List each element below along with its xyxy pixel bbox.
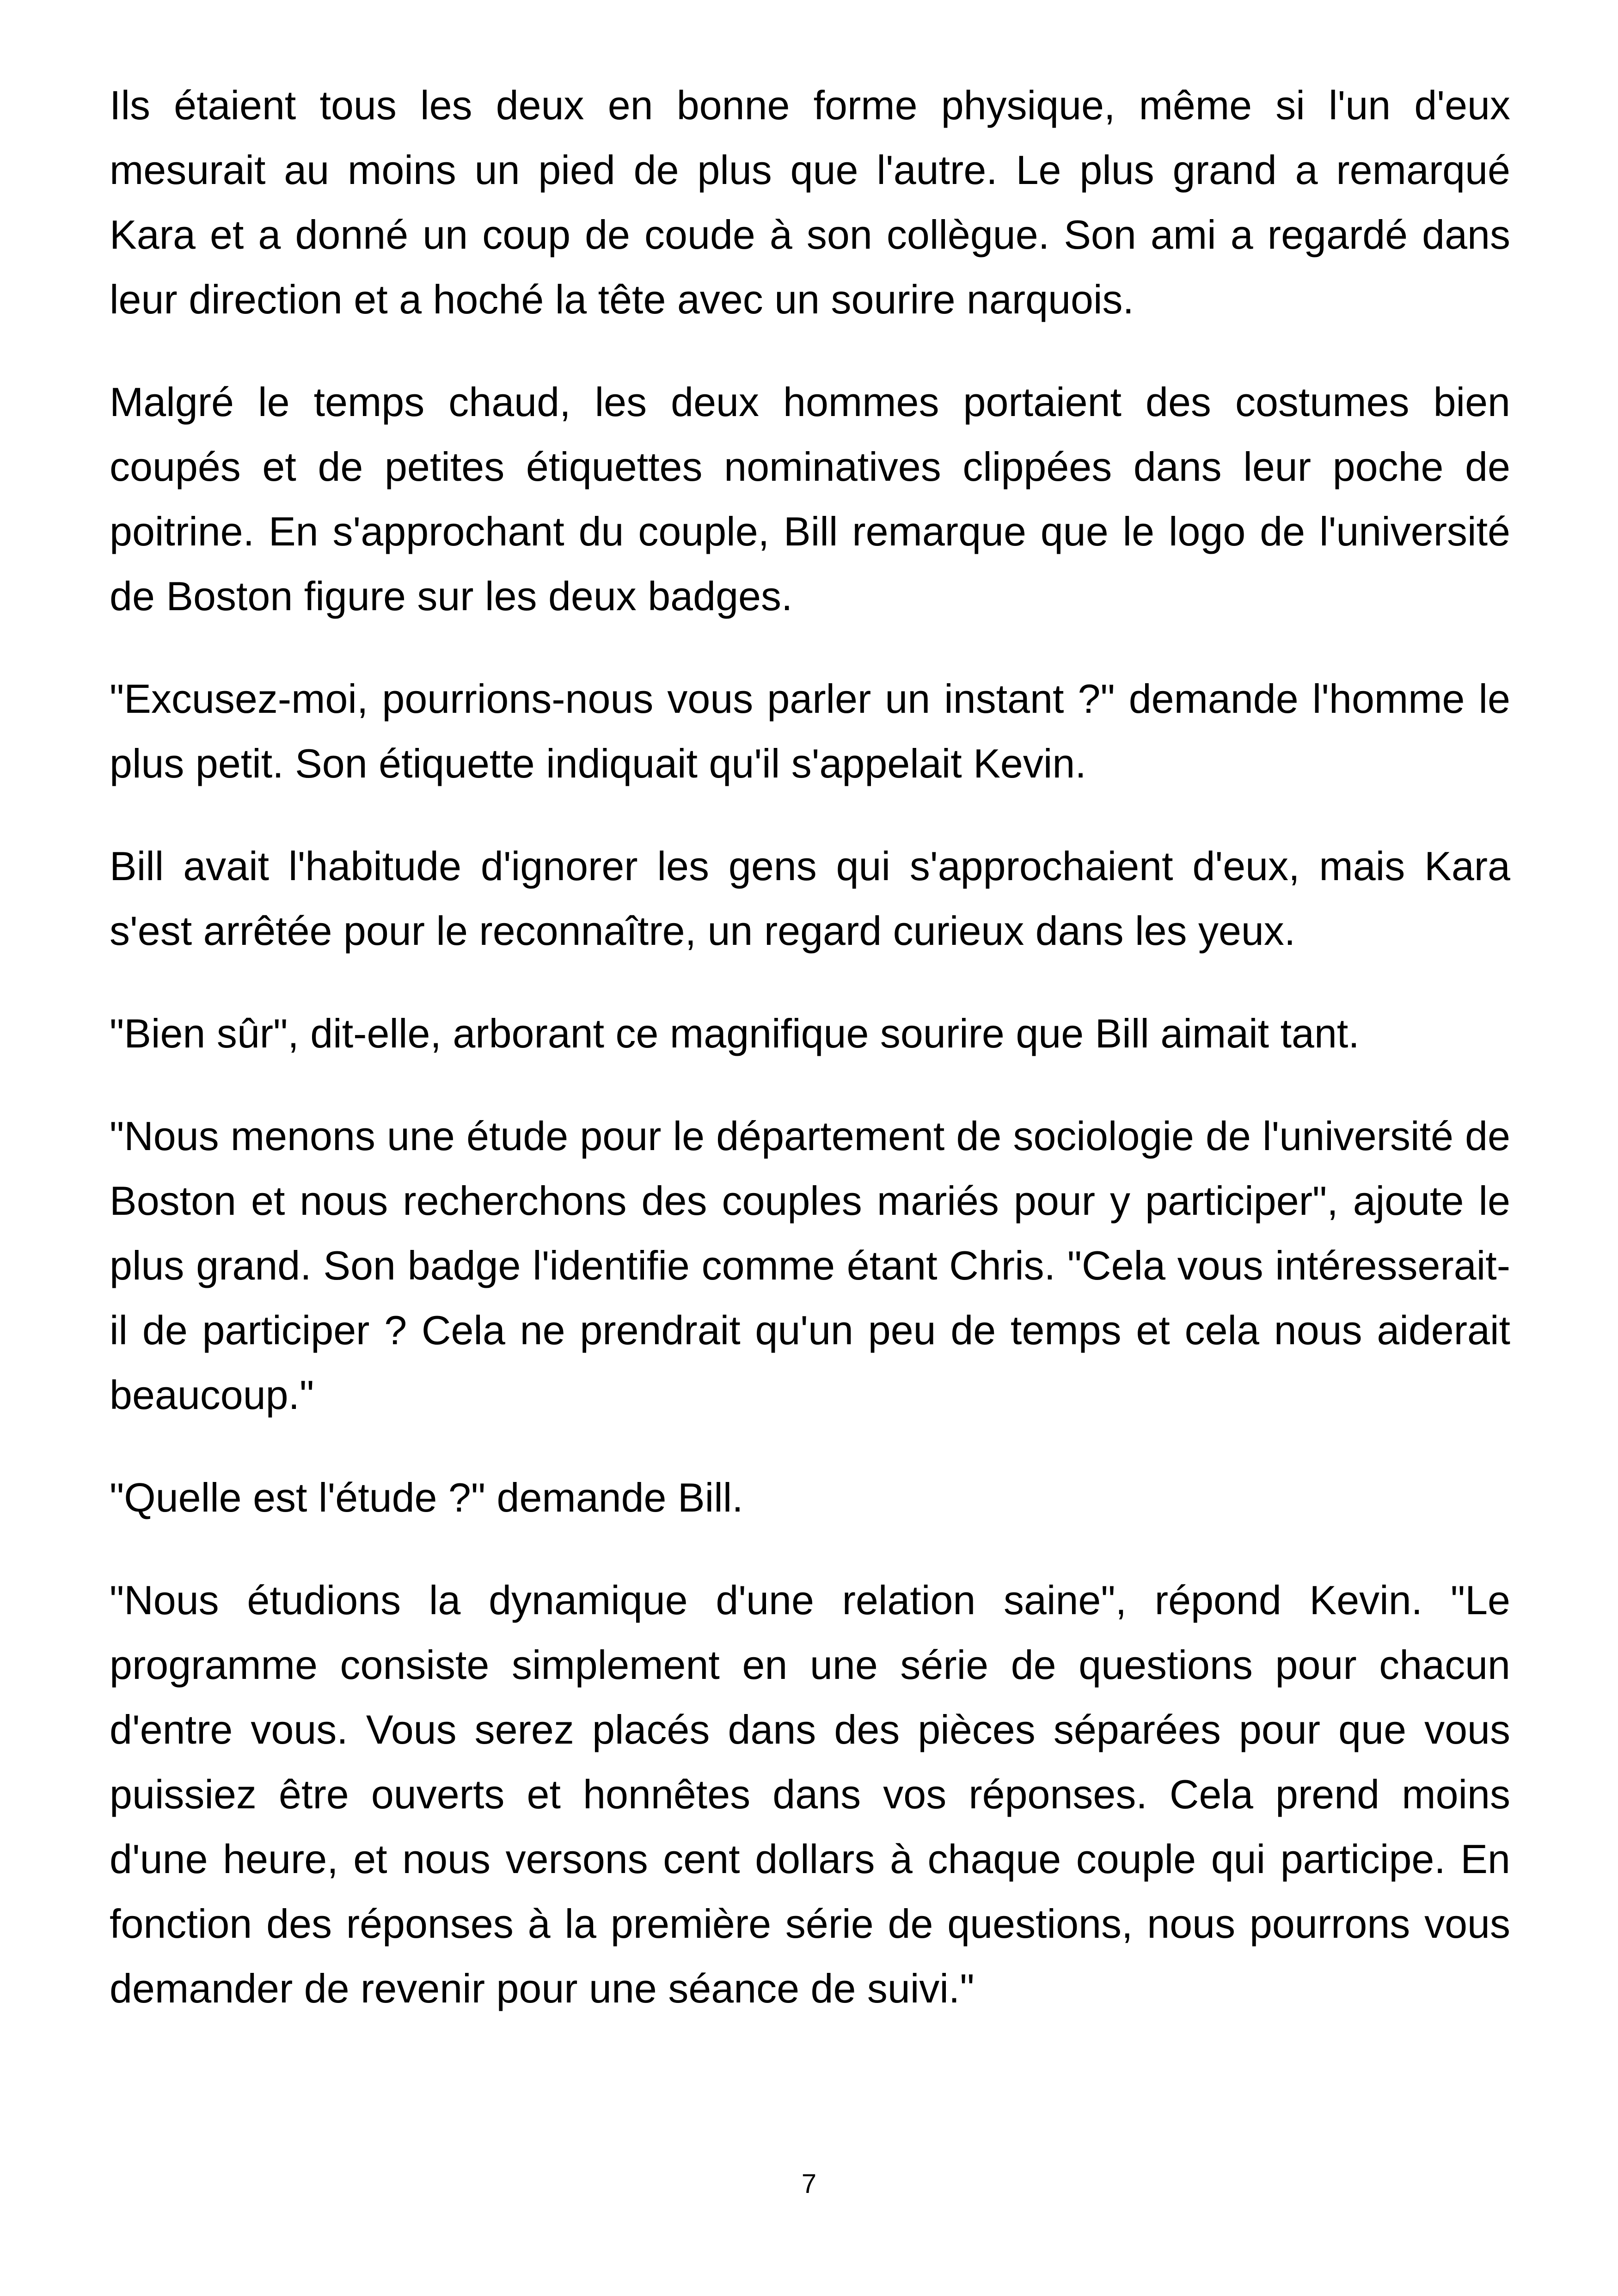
paragraph-7: "Quelle est l'étude ?" demande Bill. [110,1475,743,1520]
paragraph-2: Malgré le temps chaud, les deux hommes portaient des costumes bien coupés et de petites étiquettes nominatives clippées dans leur poche de poitrine. En s'approchant du couple, Bill remarque que le logo de l'université de Boston figure sur les deux badges. [110,379,1510,619]
paragraph-6: "Nous menons une étude pour le département de sociologie de l'université de Boston et nous recherchons des couples mariés pour y participer", ajoute le plus grand. Son badge l'identifie comme étant Chris. "Cela vous intéresserait-il de participer ? Cela ne prendrait qu'un peu de temps et cela nous aiderait beaucoup." [110,1113,1510,1418]
paragraph-3: "Excusez-moi, pourrions-nous vous parler un instant ?" demande l'homme le plus petit. Son étiquette indiquait qu'il s'appelait Kevin. [110,676,1510,786]
paragraph-4: Bill avait l'habitude d'ignorer les gens qui s'approchaient d'eux, mais Kara s'est arrêtée pour le reconnaître, un regard curieux dans les yeux. [110,843,1510,954]
paragraph-1: Ils étaient tous les deux en bonne forme physique, même si l'un d'eux mesurait au moins un pied de plus que l'autre. Le plus grand a remarqué Kara et a donné un coup de coude à son collègue. Son ami a regardé dans leur direction et a hoché la tête avec un sourire narquois. [110,82,1510,322]
body-text [110,73,1510,2059]
page-number: 7 [801,2169,817,2199]
paragraph-8: "Nous étudions la dynamique d'une relation saine", répond Kevin. "Le programme consiste simplement en une série de questions pour chacun d'entre vous. Vous serez placés dans des pièces séparées pour que vous puissiez être ouverts et honnêtes dans vos réponses. Cela prend moins d'une heure, et nous versons cent dollars à chaque couple qui participe. En fonction des réponses à la première série de questions, nous pourrons vous demander de revenir pour une séance de suivi." [110,1577,1510,2011]
paragraph-5: "Bien sûr", dit-elle, arborant ce magnifique sourire que Bill aimait tant. [110,1010,1360,1056]
